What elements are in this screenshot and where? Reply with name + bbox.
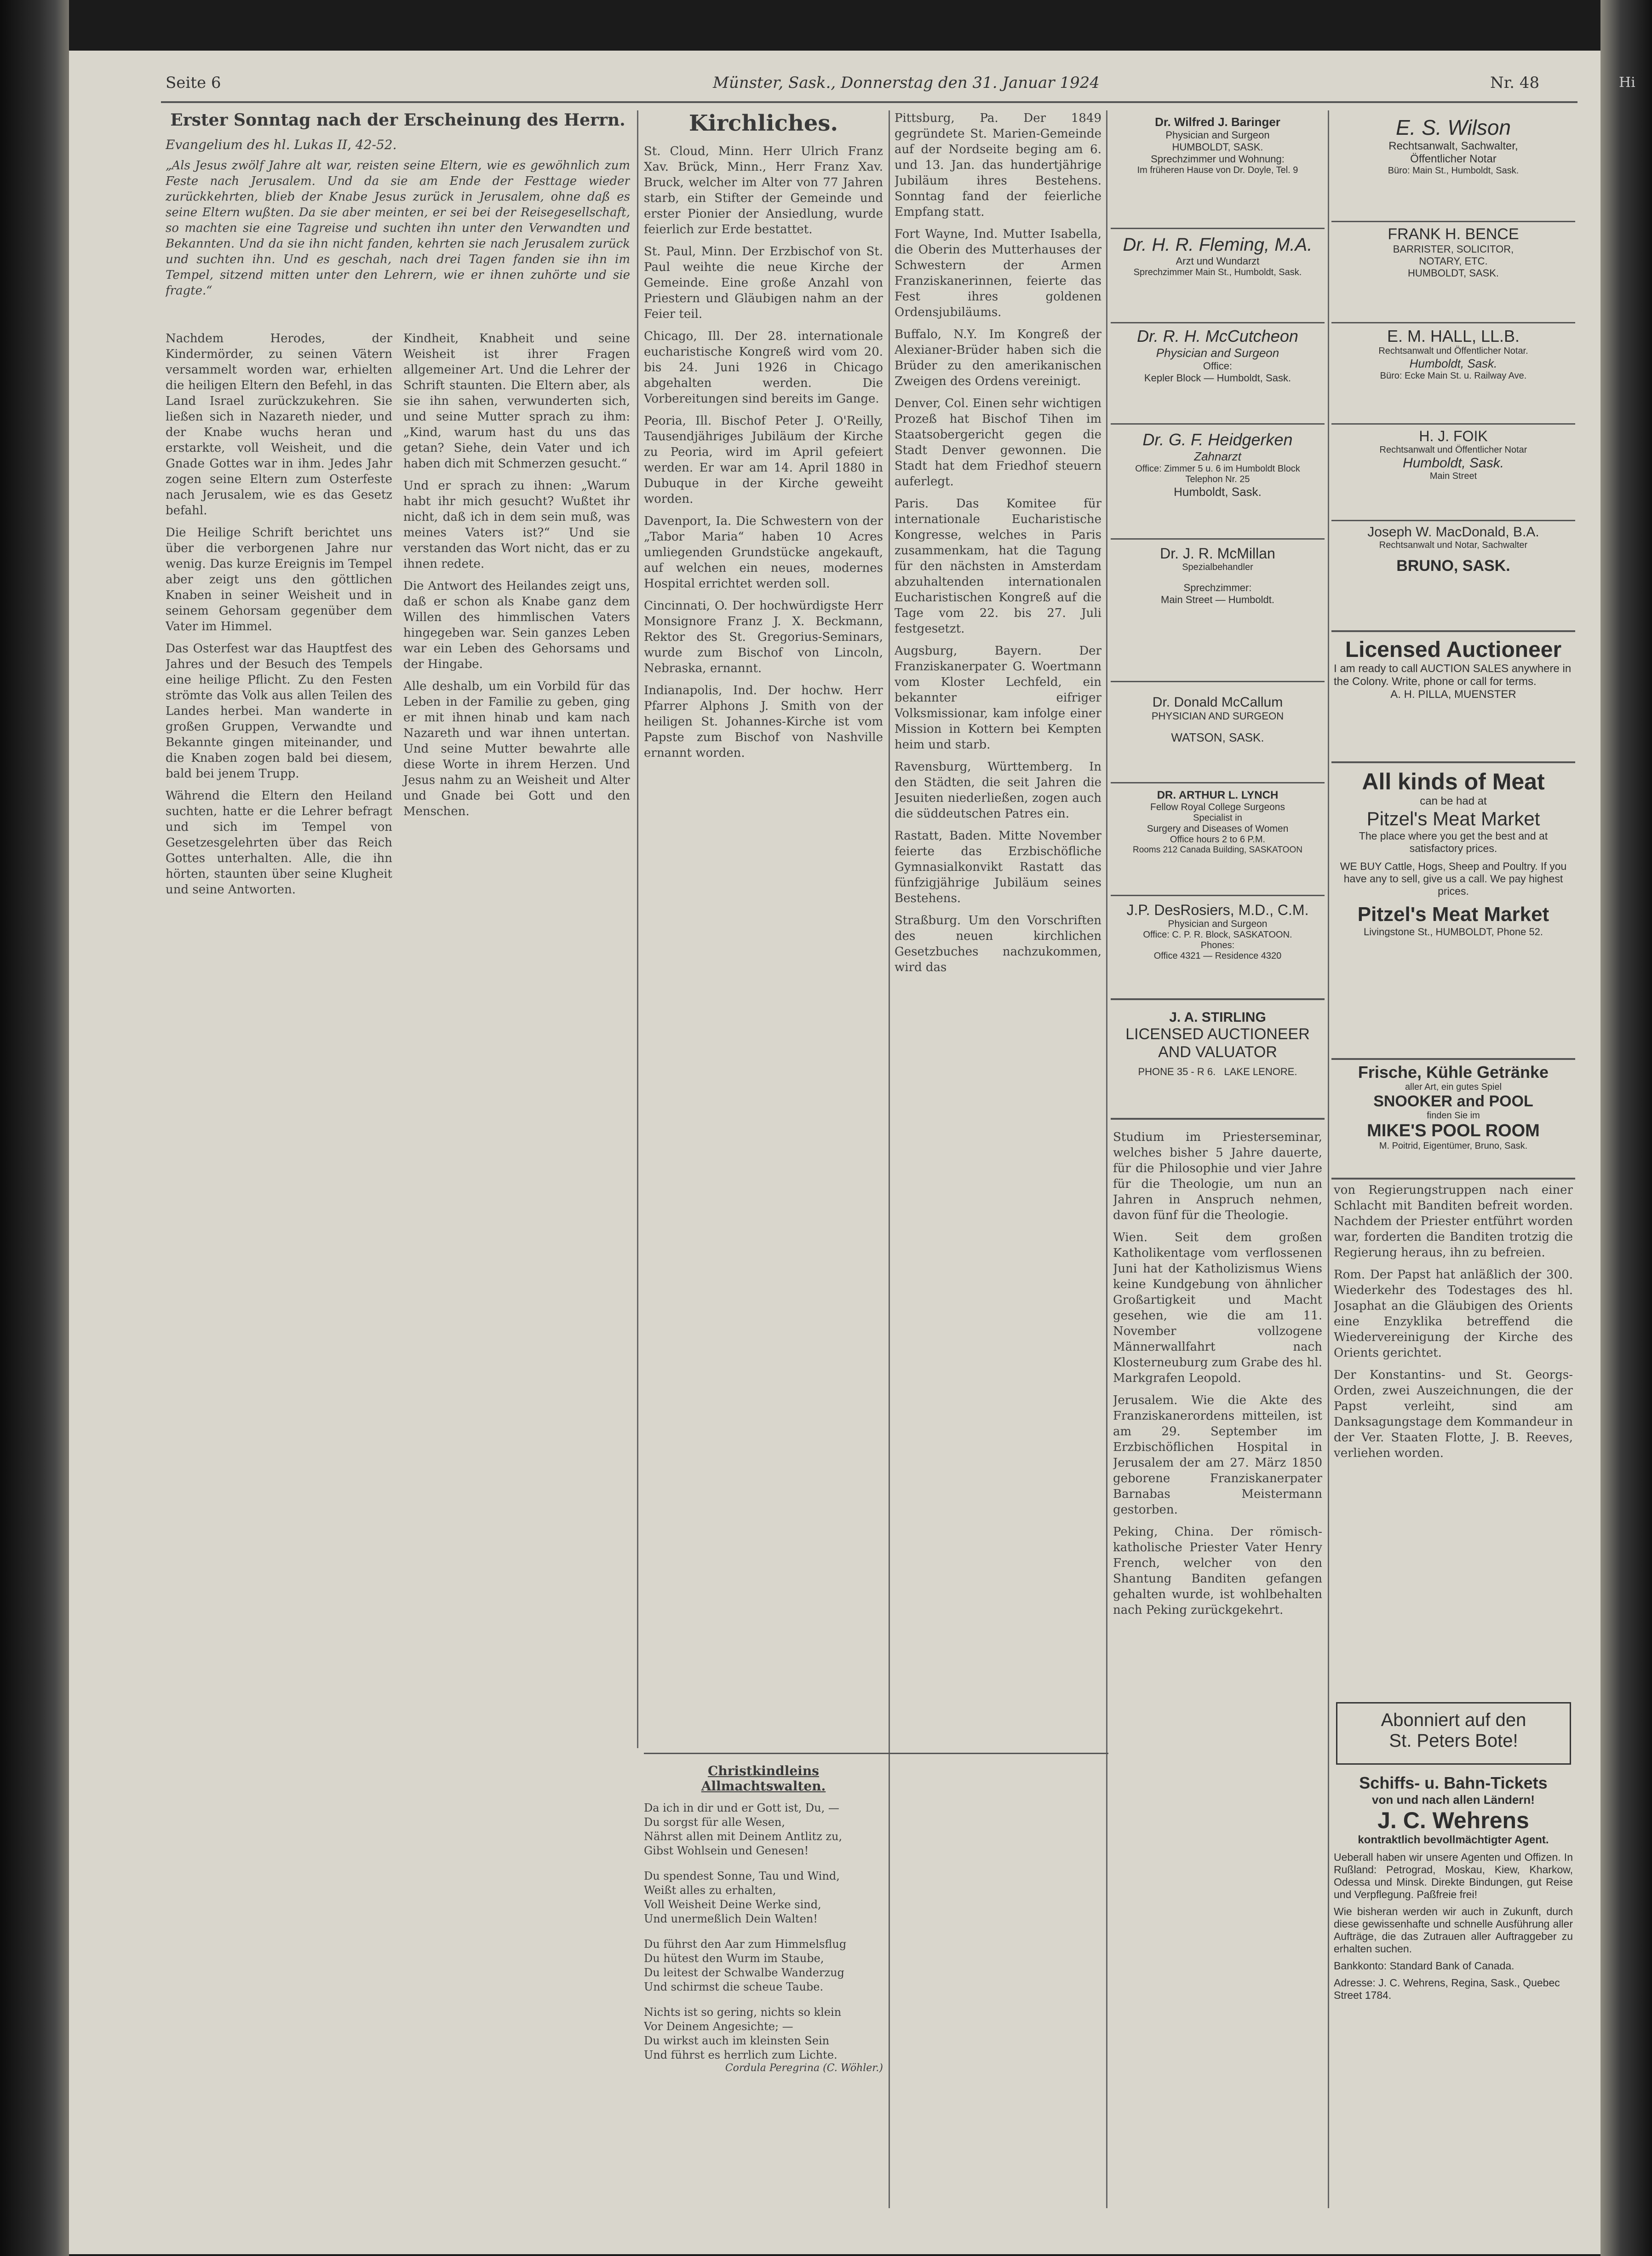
poem-line: Du sorgst für alle Wesen, xyxy=(644,1816,785,1829)
sermon-paragraph: Nachdem Herodes, der Kindermörder, zu seinen Vätern versammelt worden war, erhielten die heiligen Eltern den Befehl, in das Land Israel zurückzukehren. Sie ließen sich in Nazareth nieder, und der Knabe wuchs heran und erstarkte, voll Weisheit, und die Gnade Gottes war in ihm. Jedes Jahr zogen seine Eltern zum Osterfeste nach Jerusalem, wie es das Gesetz befahl. xyxy=(166,332,392,518)
poem-lines xyxy=(644,1801,883,2062)
news-item: Chicago, Ill. Der 28. internationale eucharistische Kongreß wird vom 20. bis 24. Juni 1926 in Chicago abgehalten werden. Die Vorbereitungen sind bereits im Gange. xyxy=(644,329,883,406)
ad-macdonald: Joseph W. MacDonald, B.A. Rechtsanwalt und Notar, Sachwalter BRUNO, SASK. xyxy=(1367,524,1539,575)
ad-rule xyxy=(1111,1118,1325,1120)
news-item: Indianapolis, Ind. Der hochw. Herr Pfarrer Alphons J. Smith von der heiligen St. Johannes-Kirche ist vom Papste zum Bischof von Nashville ernannt worden. xyxy=(644,684,883,760)
ad-rule xyxy=(1331,423,1575,425)
poem-line: Und führst es herrlich zum Lichte. xyxy=(644,2049,837,2061)
subscribe-box: Abonniert auf den St. Peters Bote! xyxy=(1336,1702,1571,1765)
poem-author: Cordula Peregrina (C. Wöhler.) xyxy=(725,2062,883,2074)
news-item: Peking, China. Der römisch-katholische Priester Vater Henry French, welcher von den Shantung Banditen gefangen gehalten wurde, ist wohlbehalten nach Peking zurückgekehrt. xyxy=(1113,1525,1322,1617)
news-item: Peoria, Ill. Bischof Peter J. O'Reilly, Tausendjähriges Jubiläum der Kirche zu Peoria, wird im April gefeiert werden. Er war am 14. April 1880 in Dubuque in der Kirche geweiht worden. xyxy=(644,414,883,506)
poem-line xyxy=(644,1994,883,2005)
news-item: Paris. Das Komitee für internationale Eucharistische Kongresse, welches in Paris zusammenkam, hat die Tagung für den nächsten in Amsterdam abzuhaltenden internationalen Eucharistischen Kongreß auf die Tage vom 22. bis 27. Juli festgesetzt. xyxy=(895,497,1101,636)
news-item: Rom. Der Papst hat anläßlich der 300. Wiederkehr des Todestages des hl. Josaphat an die Gläubigen des Orients eine Enzyklika betreffend die Wiedervereinigung der Kirche des Orients gerichtet. xyxy=(1334,1268,1573,1360)
column-rule xyxy=(1106,110,1107,2208)
ad-rule xyxy=(1331,221,1575,222)
news-item: Fort Wayne, Ind. Mutter Isabella, die Oberin des Mutterhauses der Schwestern der Armen Franziskanerinnen, feierte das Fest ihres goldenen Ordensjubiläums. xyxy=(895,227,1101,319)
news-item: Straßburg. Um den Vorschriften des neuen kirchlichen Gesetzbuches nachzukommen, wird das xyxy=(895,914,1101,974)
ad-mccallum: Dr. Donald McCallum PHYSICIAN AND SURGEON WATSON, SASK. xyxy=(1151,695,1284,744)
poem-line: Du führst den Aar zum Himmelsflug xyxy=(644,1938,847,1951)
header-rule xyxy=(161,101,1577,103)
news-item: Wien. Seit dem großen Katholikentage vom verflossenen Juni hat der Katholizismus Wiens keine Kundgebung von ähnlicher Großartigkeit und Macht gesehen, wie die am 11. November vollzogene Männerwallfahrt nach Klosterneuburg zum Grabe des hl. Markgrafen Leopold. xyxy=(1113,1231,1322,1385)
news-item: Augsburg, Bayern. Der Franziskanerpater G. Woertmann vom Kloster Lechfeld, ein bekannter eifriger Volksmissionar, kam infolge einer Mission in Kottern bei Kempten heim und starb. xyxy=(895,644,1101,752)
news-item: Pittsburg, Pa. Der 1849 gegründete St. Marien-Gemeinde auf der Nordseite beging am 6. und 13. Jan. das hundertjährige Jubiläum ihres Bestehens. Sonntag fand der feierliche Empfang statt. xyxy=(895,111,1101,219)
column-rule xyxy=(637,110,638,1748)
news-item: Rastatt, Baden. Mitte November feierte das Erzbischöfliche Gymnasialkonvikt Rastatt das fünfzigjährige Jubiläum seines Bestehens. xyxy=(895,829,1101,905)
poem-title: Christkindleins Allmachtswalten. xyxy=(701,1763,826,1794)
ad-rule xyxy=(1111,322,1325,323)
news-item: von Regierungstruppen nach einer Schlacht mit Banditen befreit worden. Nachdem der Priester entführt worden war, forderten die Banditen trotzig die Regierung heraus, ihn zu befreien. xyxy=(1334,1183,1573,1260)
news-item: Denver, Col. Einen sehr wichtigen Prozeß hat Bischof Tihen im Staatsobergericht gegen die Stadt Denver gewonnen. Die Stadt hat dem Friedhof steuern auferlegt. xyxy=(895,397,1101,489)
ad-rule xyxy=(1111,228,1325,229)
poem-line: Und unermeßlich Dein Walten! xyxy=(644,1912,818,1925)
poem-line: Da ich in dir und er Gott ist, Du, — xyxy=(644,1801,839,1814)
poem-line: Nichts ist so gering, nichts so klein xyxy=(644,2006,842,2019)
poem-line: Du wirkst auch im kleinsten Sein xyxy=(644,2034,830,2047)
ad-rule xyxy=(1111,681,1325,682)
news-item: Buffalo, N.Y. Im Kongreß der Alexianer-Brüder haben sich die Brüder zu den amerikanischen Zweigen des Ordens vereinigt. xyxy=(895,328,1101,388)
book-binding xyxy=(0,0,69,2256)
ad-wehrens: Schiffs- u. Bahn-Tickets von und nach allen Ländern! J. C. Wehrens kontraktlich bevollmächtigter Agent. Ueberall haben wir unsere Agenten und Offizen. In Rußland: Petrograd, Moskau, Kiew, Kharkow, Odessa und Minsk. Direkte Bindungen, gut Reise und Verpflegung. Paßfreie frei! Wie bisheran werden wir auch in Zukunft, durch diese gewissenhafte und schnelle Ausführung aller Aufträge, die das Zutrauen aller Auftraggeber zu erhalten suchen. Bankkonto: Standard Bank of Canada. Adresse: J. C. Wehrens, Regina, Sask., Quebec Street 1784. xyxy=(1334,1773,1573,2001)
poem-line: Du leitest der Schwalbe Wanderzug xyxy=(644,1966,844,1979)
church-news-title: Kirchliches. xyxy=(688,110,838,136)
ad-baringer: Dr. Wilfred J. Baringer Physician and Surgeon HUMBOLDT, SASK. Sprechzimmer und Wohnung: Im früheren Hause von Dr. Doyle, Tel. 9 xyxy=(1137,115,1298,175)
news-item: Cincinnati, O. Der hochwürdigste Herr Monsignore Franz J. X. Beckmann, Rektor des St. Gregorius-Seminars, wurde zum Bischof von Lincoln, Nebraska, ernannt. xyxy=(644,599,883,675)
ad-mccutcheon: Dr. R. H. McCutcheon Physician and Surgeon Office: Kepler Block — Humboldt, Sask. xyxy=(1137,327,1298,384)
ad-hall: E. M. HALL, LL.B. Rechtsanwalt und Öffentlicher Notar. Humboldt, Sask. Büro: Ecke Main St. u. Railway Ave. xyxy=(1378,327,1528,381)
sermon-paragraph: Kindheit, Knabheit und seine Weisheit ist ihrer Fragen allgemeiner Art. Und die Lehrer der Schrift staunten. Die Eltern aber, als sie ihn sahen, verwunderten sich, und seine Mutter sprach zu ihm: „Kind, warum hast du uns das getan? Siehe, dein Vater und ich haben dich mit Schmerzen gesucht.“ xyxy=(403,332,630,471)
poem-line: Nährst allen mit Deinem Antlitz zu, xyxy=(644,1830,843,1843)
news-item: Der Konstantins- und St. Georgs-Orden, zwei Auszeichnungen, die der Papst verleiht, sind am Danksagungstage dem Kommandeur in der Ver. Staaten Flotte, J. B. Reeves, verliehen worden. xyxy=(1334,1368,1573,1460)
ad-rule xyxy=(1331,1058,1575,1060)
sermon-paragraph: Das Osterfest war das Hauptfest des Jahres und der Besuch des Tempels eine heilige Pflicht. Zu den Festen strömte das Volk aus allen Teilen des Landes herbei. Man wanderte in großen Gruppen, Verwandte und Bekannte gingen miteinander, und die Knaben zogen bald bei diesem, bald bei jenem Trupp. xyxy=(166,642,392,781)
sermon-paragraph: Alle deshalb, um ein Vorbild für das Leben in der Familie zu geben, ging er mit ihnen hinab und kam nach Nazareth und war ihnen untertan. Und seine Mutter bewahrte alle diese Worte in ihrem Herzen. Und Jesus nahm zu an Weisheit und Alter und Gnade bei Gott und den Menschen. xyxy=(403,679,630,818)
poem-line xyxy=(644,1858,883,1869)
ad-rule xyxy=(1331,761,1575,763)
church-news-column xyxy=(644,110,883,1721)
ad-bence: FRANK H. BENCE BARRISTER, SOLICITOR, NOTARY, ETC. HUMBOLDT, SASK. xyxy=(1388,225,1519,279)
news-item: Ravensburg, Württemberg. In den Städten, die seit Jahren die Jesuiten niederließen, zogen auch die süddeutschen Patres ein. xyxy=(895,760,1101,821)
column-rule xyxy=(889,110,890,2208)
poem-line: Du hütest den Wurm im Staube, xyxy=(644,1952,824,1965)
ad-rule xyxy=(1331,322,1575,323)
ad-auctioneer: Licensed Auctioneer I am ready to call AUCTION SALES anywhere in the Colony. Write, phone or call for terms. A. H. PILLA, MUENSTER xyxy=(1334,638,1572,701)
ad-rule xyxy=(1331,630,1575,632)
ad-wilson: E. S. Wilson Rechtsanwalt, Sachwalter, Öffentlicher Notar Büro: Main St., Humboldt, Sask. xyxy=(1388,115,1519,176)
ad-mcmillan: Dr. J. R. McMillan Spezialbehandler Sprechzimmer: Main Street — Humboldt. xyxy=(1160,545,1275,605)
ad-rule xyxy=(1111,782,1325,783)
masthead-line: Münster, Sask., Donnerstag den 31. Januar 1924 xyxy=(713,74,1100,92)
poem-line: Weißt alles zu erhalten, xyxy=(644,1884,776,1897)
ad-desrosiers: J.P. DesRosiers, M.D., C.M. Physician and Surgeon Office: C. P. R. Block, SASKATOON. Phones: Office 4321 — Residence 4320 xyxy=(1126,902,1309,961)
poem-line: Und schirmst die scheue Taube. xyxy=(644,1980,824,1993)
ad-fleming: Dr. H. R. Fleming, M.A. Arzt und Wundarzt Sprechzimmer Main St., Humboldt, Sask. xyxy=(1123,235,1313,277)
poem-line: Vor Deinem Angesichte; — xyxy=(644,2020,793,2033)
news-item: Studium im Priesterseminar, welches bisher 5 Jahre dauerte, für die Philosophie und vier Jahre für die Theologie, um nun an Jahren in Anspruch nehmen, davon fünf für die Theologie. xyxy=(1113,1130,1322,1222)
news-item: St. Paul, Minn. Der Erzbischof von St. Paul weihte die neue Kirche der Gemeinde. Eine große Anzahl von Priestern und Gläubigen nahm an der Feier teil. xyxy=(644,245,883,321)
ad-rule xyxy=(1331,1178,1575,1180)
news-item: Davenport, Ia. Die Schwestern von der „Tabor Maria“ haben 10 Acres umliegenden Grundstücke angekauft, auf welchen ein neues, modernes Hospital errichtet werden soll. xyxy=(644,514,883,591)
issue-number: Nr. 48 xyxy=(1490,74,1540,92)
newspaper-page xyxy=(69,51,1600,2254)
poem-line xyxy=(644,1926,883,1937)
news-item: Jerusalem. Wie die Akte des Franziskanerordens mitteilen, ist am 29. September im Erzbischöflichen Hospital in Jerusalem der am 27. März 1850 geborene Franziskanerpater Barnabas Meistermann gestorben. xyxy=(1113,1393,1322,1517)
ad-rule xyxy=(1331,520,1575,521)
ad-pool-room: Frische, Kühle Getränke aller Art, ein gutes Spiel SNOOKER and POOL finden Sie im MIKE'S POOL ROOM M. Poitrid, Eigentümer, Bruno, Sask. xyxy=(1358,1063,1549,1151)
news-column-right xyxy=(1113,1129,1322,2206)
adjacent-page-fragment: Hi xyxy=(1619,75,1635,91)
sermon-paragraph: Die Antwort des Heilandes zeigt uns, daß er schon als Knabe ganz dem Willen des himmlischen Vaters hingegeben war. Sein ganzes Leben war ein Leben des Gehorsams und der Hingabe. xyxy=(403,579,630,671)
poem-line: Voll Weisheit Deine Werke sind, xyxy=(644,1898,821,1911)
ad-rule xyxy=(1111,423,1325,425)
poem-line: Gibst Wohlsein und Genesen! xyxy=(644,1844,809,1857)
sermon-paragraph: Während die Eltern den Heiland suchten, hatte er die Lehrer befragt und sich im Tempel von Gesetzesgelehrten über das Reich Gottes unterhalten. Alle, die ihn hörten, staunten über seine Klugheit und seine Antworten. xyxy=(166,789,392,897)
poem-line: Du spendest Sonne, Tau und Wind, xyxy=(644,1870,840,1882)
ad-rule xyxy=(1111,998,1325,1000)
news-column xyxy=(895,110,1101,2208)
sermon-column xyxy=(166,110,630,2208)
column-rule xyxy=(1328,110,1329,2208)
ad-heidgerken: Dr. G. F. Heidgerken Zahnarzt Office: Zimmer 5 u. 6 im Humboldt Block Telephon Nr. 25 Humboldt, Sask. xyxy=(1135,430,1300,499)
ad-meat-market: All kinds of Meat can be had at Pitzel's Meat Market The place where you get the best and at satisfactory prices. WE BUY Cattle, Hogs, Sheep and Poultry. If you have any to sell, give us a call. We pay highest prices. Pitzel's Meat Market Livingstone St., HUMBOLDT, Phone 52. xyxy=(1340,769,1567,938)
ad-lynch: DR. ARTHUR L. LYNCH Fellow Royal College Surgeons Specialist in Surgery and Diseases of Women Office hours 2 to 6 P.M. Rooms 212 Canada Building, SASKATOON xyxy=(1133,789,1302,855)
sermon-paragraph: Die Heilige Schrift berichtet uns über die verborgenen Jahre nur wenig. Das kurze Ereignis im Tempel aber zeigt uns den göttlichen Knaben in seiner Weisheit und in seinem Gehorsam gegenüber dem Vater im Himmel. xyxy=(166,526,392,633)
news-item: St. Cloud, Minn. Herr Ulrich Franz Xav. Brück, Minn., Herr Franz Xav. Bruck, welcher im Alter von 77 Jahren starb, ein Stifter der Gemeinde und erster Pionier der Ansiedlung, wurde feierlich zur Erde bestattet. xyxy=(644,144,883,236)
gospel-reference: Evangelium des hl. Lukas II, 42-52. xyxy=(166,137,397,152)
sermon-paragraph: Und er sprach zu ihnen: „Warum habt ihr mich gesucht? Wußtet ihr nicht, daß ich in dem sein muß, was meines Vaters ist?“ Und sie verstanden das Wort nicht, das er zu ihnen redete. xyxy=(403,479,630,571)
ad-rule xyxy=(1111,895,1325,896)
page-number: Seite 6 xyxy=(166,74,221,92)
page-edge xyxy=(1600,0,1652,2256)
sermon-title: Erster Sonntag nach der Erscheinung des Herrn. xyxy=(170,110,625,130)
poem-box xyxy=(644,1760,883,2243)
ad-stirling: J. A. STIRLING LICENSED AUCTIONEER AND VALUATOR PHONE 35 - R 6. LAKE LENORE. xyxy=(1125,1010,1310,1077)
ad-foik: H. J. FOIK Rechtsanwalt und Öffentlicher Notar Humboldt, Sask. Main Street xyxy=(1379,428,1527,481)
gospel-text: „Als Jesus zwölf Jahre alt war, reisten seine Eltern, wie es gewöhnlich zum Feste nach Jerusalem. Und da sie am Ende der Festtage wieder zurückkehrten, blieb der Knabe Jesus zurück in Jerusalem, ohne daß es seine Eltern wußten. Da sie aber meinten, er sei bei der Reisegesellschaft, so machten sie eine Tagreise und suchten ihn unter den Verwandten und Bekannten. Und da sie ihn nicht fanden, kehrten sie nach Jerusalem zurück und suchten ihn. Und es geschah, nach drei Tagen fanden sie ihn im Tempel, sitzend mitten unter den Lehrern, wie er ihnen zuhörte und sie fragte.“ xyxy=(166,159,630,298)
news-column-far-right xyxy=(1334,1182,1573,1693)
ad-rule xyxy=(1111,538,1325,540)
